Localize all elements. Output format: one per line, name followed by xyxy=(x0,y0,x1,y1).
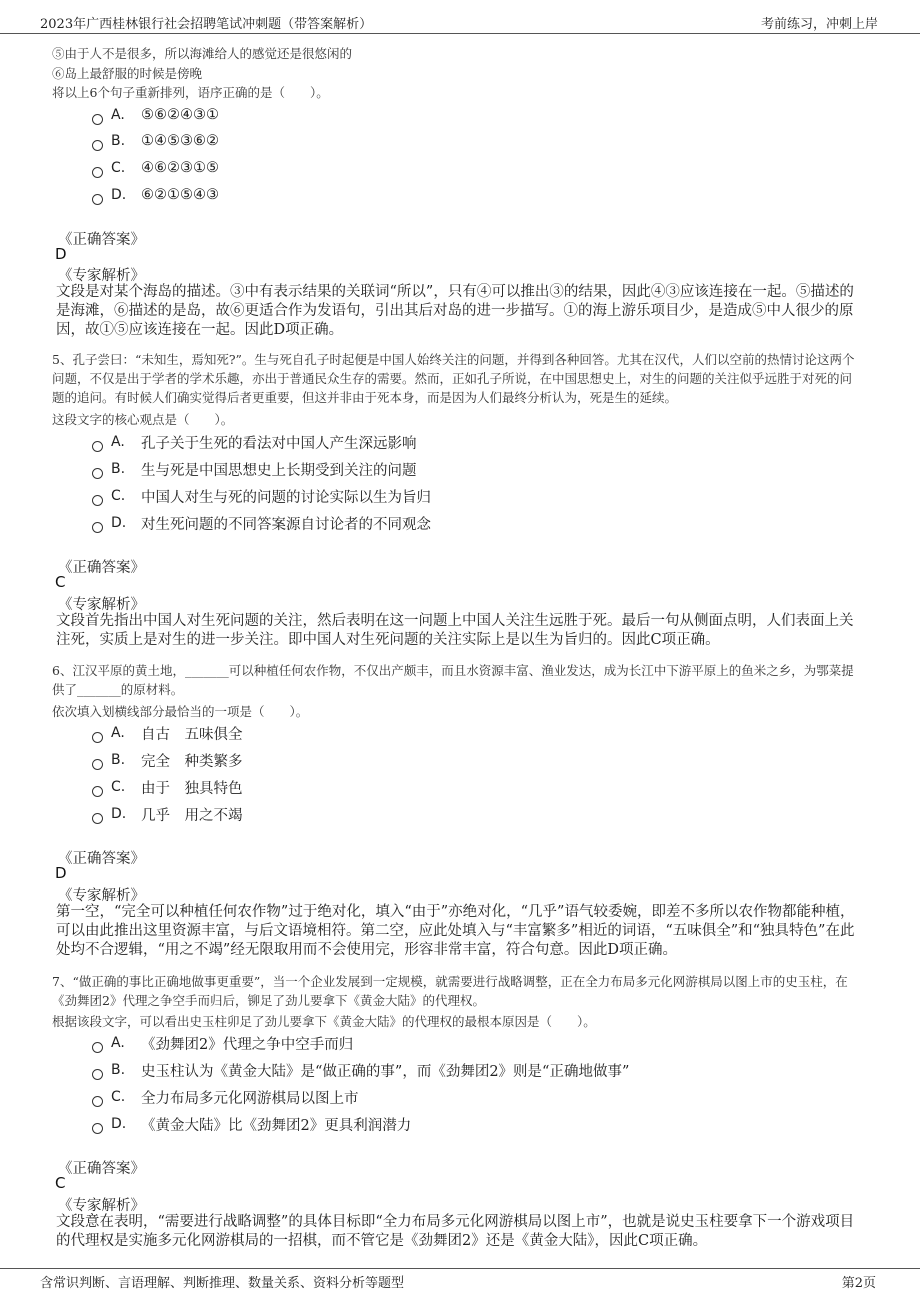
q6-option-a[interactable]: A. 自古 五味俱全 xyxy=(92,722,243,744)
q4-analysis: 文段是对某个海岛的描述。③中有表示结果的关联词“所以”，只有④可以推出③的结果，因此④③应该连接在一起。⑤描述的是海滩，⑥描述的是岛，故⑥更适合作为发语句，引出其后对岛的进一步描写。①的海上游乐项目少，是造成⑤中人很少的原因，故①⑤应该连接在一起。因此D项正确。 xyxy=(56,284,854,338)
q6-analysis: 第一空，“完全可以种植任何农作物”过于绝对化，填入“由于”亦绝对化，“几乎”语气较委婉，即差不多所以农作物都能种植，可以由此推出这里资源丰富，与后文语境相符。第二空，应此处填入与“丰富繁多”相近的词语，“五味俱全”和“独具特色”在此处均不合逻辑，“用之不竭”经无限取用而不会使用完，形容非常丰富，符合句意。因此D项正确。 xyxy=(56,904,855,958)
q7-option-c[interactable]: C. 全力布局多元化网游棋局以图上市 xyxy=(92,1086,359,1108)
header-slogan: 考前练习，冲刺上岸 xyxy=(760,17,878,32)
option-text: 全力布局多元化网游棋局以图上市 xyxy=(141,1090,359,1107)
radio-icon[interactable] xyxy=(92,468,103,479)
radio-icon[interactable] xyxy=(92,1123,103,1134)
option-text: 《劲舞团2》代理之争中空手而归 xyxy=(141,1036,354,1053)
option-text: ①④⑤③⑥② xyxy=(141,133,219,149)
q5-option-b[interactable]: B. 生与死是中国思想史上长期受到关注的问题 xyxy=(92,458,417,480)
q5-answer-value: C xyxy=(55,573,66,591)
option-text: ⑥②①⑤④③ xyxy=(141,187,219,203)
q6-analysis-label: 《专家解析》 xyxy=(58,888,145,904)
radio-icon[interactable] xyxy=(92,441,103,452)
document-title: 2023年广西桂林银行社会招聘笔试冲刺题（带答案解析） xyxy=(40,17,373,32)
q6-passage: 6、江汉平原的黄土地，_______可以种植任何农作物，不仅出产颇丰，而且水资源丰富、渔业发达，成为长江中下游平原上的鱼米之乡，为鄂菜提供了_______的原材料。 xyxy=(52,663,854,697)
q6-answer-label: 《正确答案》 xyxy=(58,851,145,867)
option-text: 对生死问题的不同答案源自讨论者的不同观念 xyxy=(141,516,431,533)
page-number: 第2页 xyxy=(841,1276,876,1291)
option-text: 生与死是中国思想史上长期受到关注的问题 xyxy=(141,462,417,479)
radio-icon[interactable] xyxy=(92,522,103,533)
q4-answer-label: 《正确答案》 xyxy=(58,232,145,248)
q6-option-c[interactable]: C. 由于 独具特色 xyxy=(92,776,243,798)
radio-icon[interactable] xyxy=(92,786,103,797)
option-text: ⑤⑥②④③① xyxy=(141,107,219,123)
page-footer xyxy=(0,1268,920,1302)
radio-icon[interactable] xyxy=(92,1096,103,1107)
q4-analysis-label: 《专家解析》 xyxy=(58,268,145,284)
q7-option-d[interactable]: D. 《黄金大陆》比《劲舞团2》更具利润潜力 xyxy=(92,1113,411,1135)
q6-option-d[interactable]: D. 几乎 用之不竭 xyxy=(92,803,243,825)
q5-analysis: 文段首先指出中国人对生死问题的关注，然后表明在这一问题上中国人关注生远胜于死。最后一句从侧面点明，人们表面上关注死，实质上是对生的进一步关注。即中国人对生死问题的关注实际上是以生为旨归的。因此C项正确。 xyxy=(56,613,854,648)
q5-option-a[interactable]: A. 孔子关于生死的看法对中国人产生深远影响 xyxy=(92,431,417,453)
option-text: ④⑥②③①⑤ xyxy=(141,160,219,176)
q7-option-b[interactable]: B. 史玉柱认为《黄金大陆》是“做正确的事”，而《劲舞团2》则是“正确地做事” xyxy=(92,1059,629,1081)
option-text: 自古 五味俱全 xyxy=(141,726,243,743)
radio-icon[interactable] xyxy=(92,813,103,824)
q7-analysis-label: 《专家解析》 xyxy=(58,1198,145,1214)
page-header xyxy=(0,0,920,34)
option-text: 由于 独具特色 xyxy=(141,780,243,797)
radio-icon[interactable] xyxy=(92,194,103,205)
radio-icon[interactable] xyxy=(92,114,103,125)
radio-icon[interactable] xyxy=(92,1069,103,1080)
radio-icon[interactable] xyxy=(92,140,103,151)
q4-answer-value: D xyxy=(55,245,67,263)
option-text: 孔子关于生死的看法对中国人产生深远影响 xyxy=(141,435,417,452)
q4-sentence-5: ⑤由于人不是很多，所以海滩给人的感觉还是很悠闲的 xyxy=(52,46,353,61)
q5-option-c[interactable]: C. 中国人对生与死的问题的讨论实际以生为旨归 xyxy=(92,485,431,507)
q5-analysis-label: 《专家解析》 xyxy=(58,597,145,613)
q5-answer-label: 《正确答案》 xyxy=(58,560,145,576)
q4-option-a[interactable]: A. ⑤⑥②④③① xyxy=(92,104,219,126)
q7-stem: 根据该段文字，可以看出史玉柱卯足了劲儿要拿下《黄金大陆》的代理权的最根本原因是（ ）。 xyxy=(52,1014,596,1029)
option-text: 史玉柱认为《黄金大陆》是“做正确的事”，而《劲舞团2》则是“正确地做事” xyxy=(141,1063,630,1080)
footer-categories: 含常识判断、言语理解、判断推理、数量关系、资料分析等题型 xyxy=(40,1276,405,1291)
q7-analysis: 文段意在表明，“需要进行战略调整”的具体目标即“全力布局多元化网游棋局以图上市”，也就是说史玉柱要拿下一个游戏项目的代理权是实施多元化网游棋局的一招棋，而不管它是《劲舞团2》还是《黄金大陆》，因此C项正确。 xyxy=(56,1214,855,1249)
q4-option-c[interactable]: C. ④⑥②③①⑤ xyxy=(92,157,219,179)
q7-option-a[interactable]: A. 《劲舞团2》代理之争中空手而归 xyxy=(92,1032,353,1054)
q4-sentence-6: ⑥岛上最舒服的时候是傍晚 xyxy=(52,66,203,81)
radio-icon[interactable] xyxy=(92,167,103,178)
radio-icon[interactable] xyxy=(92,1042,103,1053)
q6-answer-value: D xyxy=(55,864,67,882)
q7-passage: 7、“做正确的事比正确地做事更重要”，当一个企业发展到一定规模，就需要进行战略调整，正在全力布局多元化网游棋局以图上市的史玉柱，在《劲舞团2》代理之争空手而归后，铆足了劲儿要拿下《黄金大陆》的代理权。 xyxy=(52,974,848,1008)
q7-answer-value: C xyxy=(55,1174,66,1192)
radio-icon[interactable] xyxy=(92,495,103,506)
option-text: 几乎 用之不竭 xyxy=(141,807,243,824)
q7-answer-label: 《正确答案》 xyxy=(58,1161,145,1177)
q6-option-b[interactable]: B. 完全 种类繁多 xyxy=(92,749,243,771)
q5-passage: 5、孔子尝曰：“未知生，焉知死?”。生与死自孔子时起便是中国人始终关注的问题，并得到各种回答。尤其在汉代，人们以空前的热情讨论这两个问题，不仅是出于学者的学术乐趣，亦出于普通民众生存的需要。然而，正如孔子所说，在中国思想史上，对生的问题的关注似乎远胜于对死的问题的追问。有时候人们确实觉得后者更重要，但这并非由于死本身，而是因为人们最终分析认为，死是生的延续。 xyxy=(52,352,855,405)
radio-icon[interactable] xyxy=(92,732,103,743)
q5-option-d[interactable]: D. 对生死问题的不同答案源自讨论者的不同观念 xyxy=(92,512,431,534)
option-text: 《黄金大陆》比《劲舞团2》更具利润潜力 xyxy=(141,1117,412,1134)
q4-stem: 将以上6个句子重新排列，语序正确的是（ ）。 xyxy=(52,85,329,100)
q4-option-d[interactable]: D. ⑥②①⑤④③ xyxy=(92,184,219,206)
q4-option-b[interactable]: B. ①④⑤③⑥② xyxy=(92,130,219,152)
q6-stem: 依次填入划横线部分最恰当的一项是（ ）。 xyxy=(52,704,309,719)
option-text: 中国人对生与死的问题的讨论实际以生为旨归 xyxy=(141,489,431,506)
q5-stem: 这段文字的核心观点是（ ）。 xyxy=(52,412,234,427)
option-text: 完全 种类繁多 xyxy=(141,753,243,770)
radio-icon[interactable] xyxy=(92,759,103,770)
